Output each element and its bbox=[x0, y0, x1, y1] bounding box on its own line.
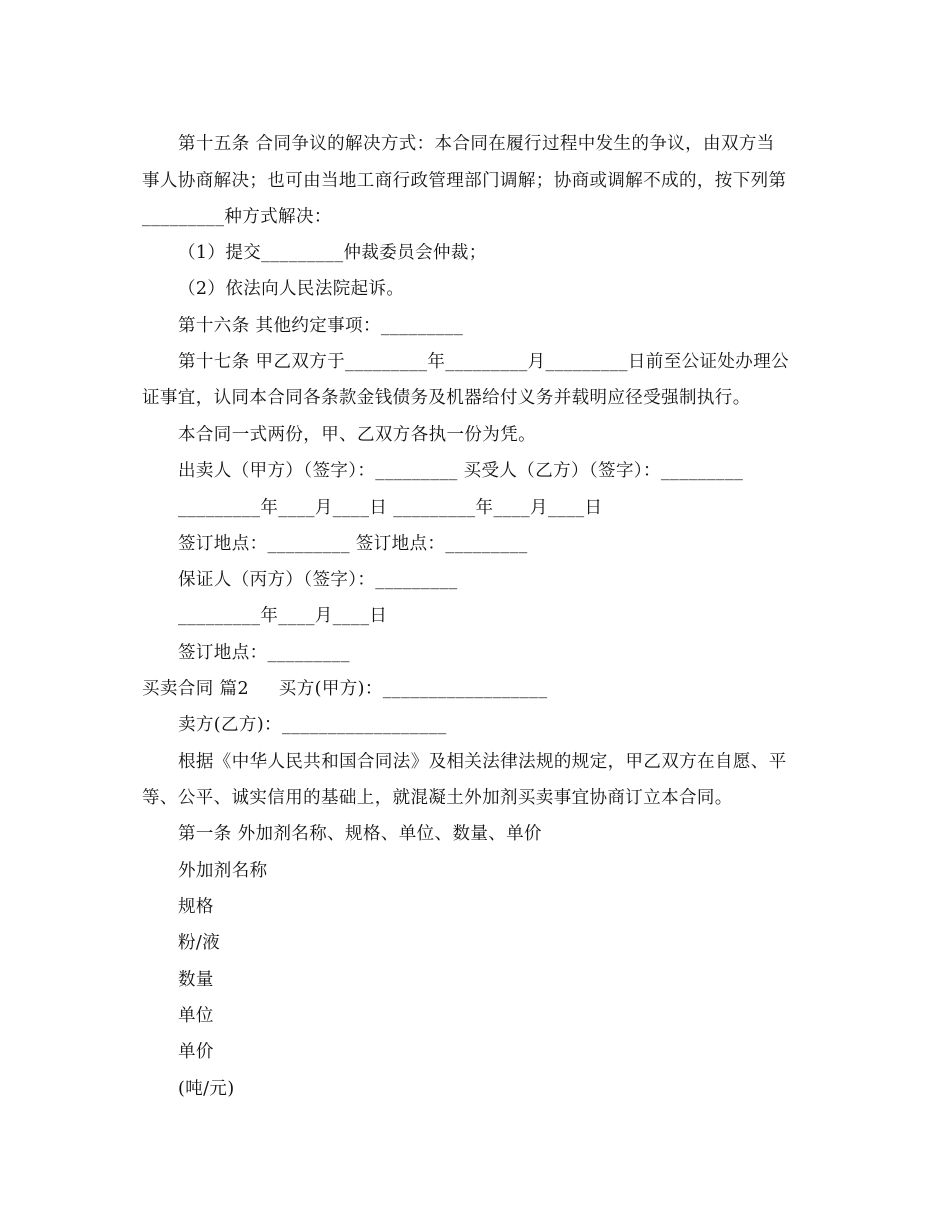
article-17-line-1: 第十七条 甲乙双方于_________年_________月_________日前至公证处办理公 bbox=[178, 352, 790, 372]
signature-dates: _________年____月____日 _________年____月____日 bbox=[178, 498, 603, 518]
article-15-line-2: 事人协商解决；也可由当地工商行政管理部门调解；协商或调解不成的，按下列第 bbox=[142, 171, 787, 191]
signature-seller-buyer: 出卖人（甲方）（签字）：_________ 买受人（乙方）（签字）：_________ bbox=[178, 461, 744, 481]
guarantor-place: 签订地点：_________ bbox=[178, 643, 350, 663]
field-unit: 单位 bbox=[178, 1006, 214, 1026]
article-15-line-3: _________种方式解决： bbox=[142, 207, 332, 227]
field-price-unit: (吨/元) bbox=[178, 1079, 235, 1099]
guarantor-signature: 保证人（丙方）（签字）：_________ bbox=[178, 570, 458, 590]
article-17-line-2: 证事宜，认同本合同各条款金钱债务及机器给付义务并载明应径受强制执行。 bbox=[142, 388, 751, 408]
seller-party: 卖方(乙方)：__________________ bbox=[178, 715, 447, 735]
field-powder-liquid: 粉/液 bbox=[178, 933, 221, 953]
signing-places: 签订地点：_________ 签订地点：_________ bbox=[178, 534, 528, 554]
field-spec: 规格 bbox=[178, 897, 214, 917]
court-option: （2）依法向人民法院起诉。 bbox=[178, 279, 405, 299]
copies-clause: 本合同一式两份，甲、乙双方各执一份为凭。 bbox=[178, 425, 536, 445]
preamble-line-1: 根据《中华人民共和国合同法》及相关法律法规的规定，甲乙双方在自愿、平 bbox=[178, 752, 787, 772]
arbitration-option: （1）提交_________仲裁委员会仲裁； bbox=[178, 243, 487, 263]
article-15-line-1: 第十五条 合同争议的解决方式：本合同在履行过程中发生的争议，由双方当 bbox=[178, 134, 775, 154]
field-quantity: 数量 bbox=[178, 970, 214, 990]
preamble-line-2: 等、公平、诚实信用的基础上，就混凝土外加剂买卖事宜协商订立本合同。 bbox=[142, 788, 733, 808]
article-1-title: 第一条 外加剂名称、规格、单位、数量、单价 bbox=[178, 824, 542, 844]
guarantor-date: _________年____月____日 bbox=[178, 606, 388, 626]
article-16: 第十六条 其他约定事项：_________ bbox=[178, 316, 464, 336]
contract-2-heading: 买卖合同 篇2 买方(甲方)：__________________ bbox=[142, 679, 548, 699]
field-admixture-name: 外加剂名称 bbox=[178, 861, 268, 881]
field-unit-price: 单价 bbox=[178, 1042, 214, 1062]
